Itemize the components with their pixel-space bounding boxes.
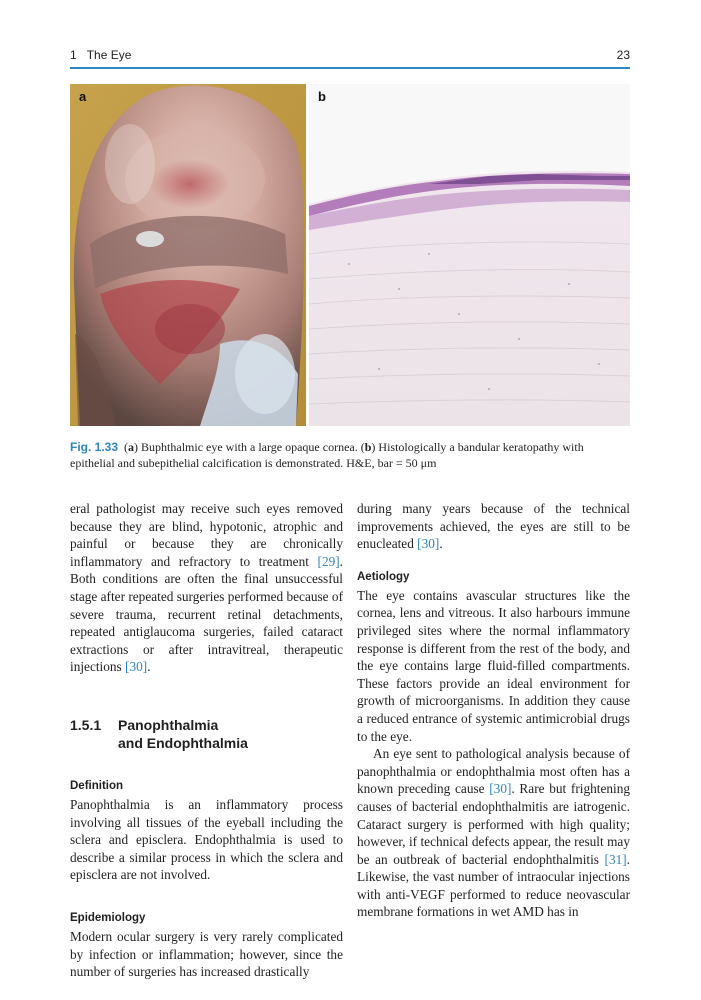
page-number: 23 bbox=[616, 48, 630, 62]
paragraph bbox=[357, 745, 630, 921]
figure-label: Fig. 1.33 bbox=[70, 440, 119, 454]
paragraph bbox=[357, 500, 630, 553]
figure-caption: Fig. 1.33 (a) Buphthalmic eye with a large opaque cornea. (b) Histologically a bandular keratopathy with epithelial and subepithelial calcification is demonstrated. H&E, bar = 50 μm bbox=[70, 440, 584, 470]
chapter-number: 1 bbox=[70, 48, 77, 62]
paragraph-text: eral pathologist may receive such eyes removed because they are blind, hypotonic, atrophic and painful or because they are chronically inflammatory and refractory to treatment bbox=[70, 501, 343, 569]
citation-link[interactable]: [31] bbox=[604, 851, 627, 867]
buphthalmic-eye-photo bbox=[70, 84, 306, 426]
section-number: 1.5.1 bbox=[70, 716, 102, 733]
section-title-line: Panophthalmia bbox=[118, 716, 219, 733]
citation-link[interactable]: [30] bbox=[489, 781, 512, 797]
panel-label-b: b bbox=[318, 89, 326, 104]
paragraph-text: . Likewise, the vast number of intraocular injections with anti-VEGF performed to reduce neovascular membrane formations in wet AMD has in bbox=[357, 851, 630, 920]
section-title bbox=[118, 716, 248, 752]
citation-link[interactable]: [30] bbox=[125, 659, 148, 675]
header-rule bbox=[70, 67, 630, 69]
chapter-title: The Eye bbox=[86, 48, 132, 62]
paragraph-text: An eye sent to pathological analysis because of panophthalmia or endophthalmia most often has a known preceding cause bbox=[357, 746, 630, 797]
section-title-line: and Endophthalmia bbox=[118, 734, 248, 751]
chapter-heading bbox=[70, 48, 131, 62]
subheading-definition: Definition bbox=[70, 779, 124, 792]
paragraph-text: . bbox=[439, 536, 443, 552]
caption-text-a: Buphthalmic eye with a large opaque cornea. bbox=[141, 440, 358, 454]
panel-label-a: a bbox=[79, 89, 87, 104]
subheading-epidemiology: Epidemiology bbox=[70, 911, 146, 924]
subheading-aetiology: Aetiology bbox=[357, 570, 410, 583]
caption-marker-a: a bbox=[128, 440, 135, 454]
figure-panel-b bbox=[309, 84, 630, 426]
paragraph-text: during many years because of the technical improvements achieved, the eyes are still to be enucleated bbox=[357, 501, 630, 552]
figure-panel-a bbox=[70, 84, 306, 426]
citation-link[interactable]: [29] bbox=[317, 553, 340, 569]
left-column bbox=[70, 500, 343, 981]
running-header bbox=[70, 48, 630, 64]
paragraph bbox=[70, 500, 343, 676]
paragraph-text: . bbox=[147, 659, 151, 675]
citation-link[interactable]: [30] bbox=[417, 536, 440, 552]
section-heading bbox=[70, 716, 343, 752]
caption-text-b: Histologically a bandular keratopathy with epithelial and subepithelial calcification is demonstrated. H&E, bar = 50 μm bbox=[70, 440, 584, 470]
paragraph: The eye contains avascular structures like the cornea, lens and vitreous. It also harbours immune privileged sites where the normal inflammatory response is different from the rest of the body, and the eye contains large fluid-filled compartments. These factors provide an ideal environment for growth of microorganisms. In addition they cause a reduced entrance of systemic antimicrobial drugs to the eye. bbox=[357, 587, 630, 744]
paragraph-text: . Rare but frightening causes of bacterial endophthalmitis are iatrogenic. Cataract surgery is performed with high quality; however, if technical defects appear, the result may be an outbreak of bacterial endophthalmitis bbox=[357, 781, 630, 867]
caption-marker-b: b bbox=[364, 440, 372, 454]
paragraph: Panophthalmia is an inflammatory process involving all tissues of the eyeball including the sclera and episclera. Endophthalmia is used to describe a similar process in which the sclera and episclera are not involved. bbox=[70, 796, 343, 883]
paragraph: Modern ocular surgery is very rarely complicated by infection or inflammation; however, since the number of surgeries has increased drastically bbox=[70, 928, 343, 980]
paragraph-text: . Both conditions are often the final unsuccessful stage after repeated surgeries performed because of severe trauma, recurrent retinal detachments, repeated antiglaucoma surgeries, failed cataract extractions or after intravitreal, therapeutic injections bbox=[70, 553, 343, 675]
right-column bbox=[357, 500, 630, 921]
histology-micrograph bbox=[309, 84, 630, 426]
